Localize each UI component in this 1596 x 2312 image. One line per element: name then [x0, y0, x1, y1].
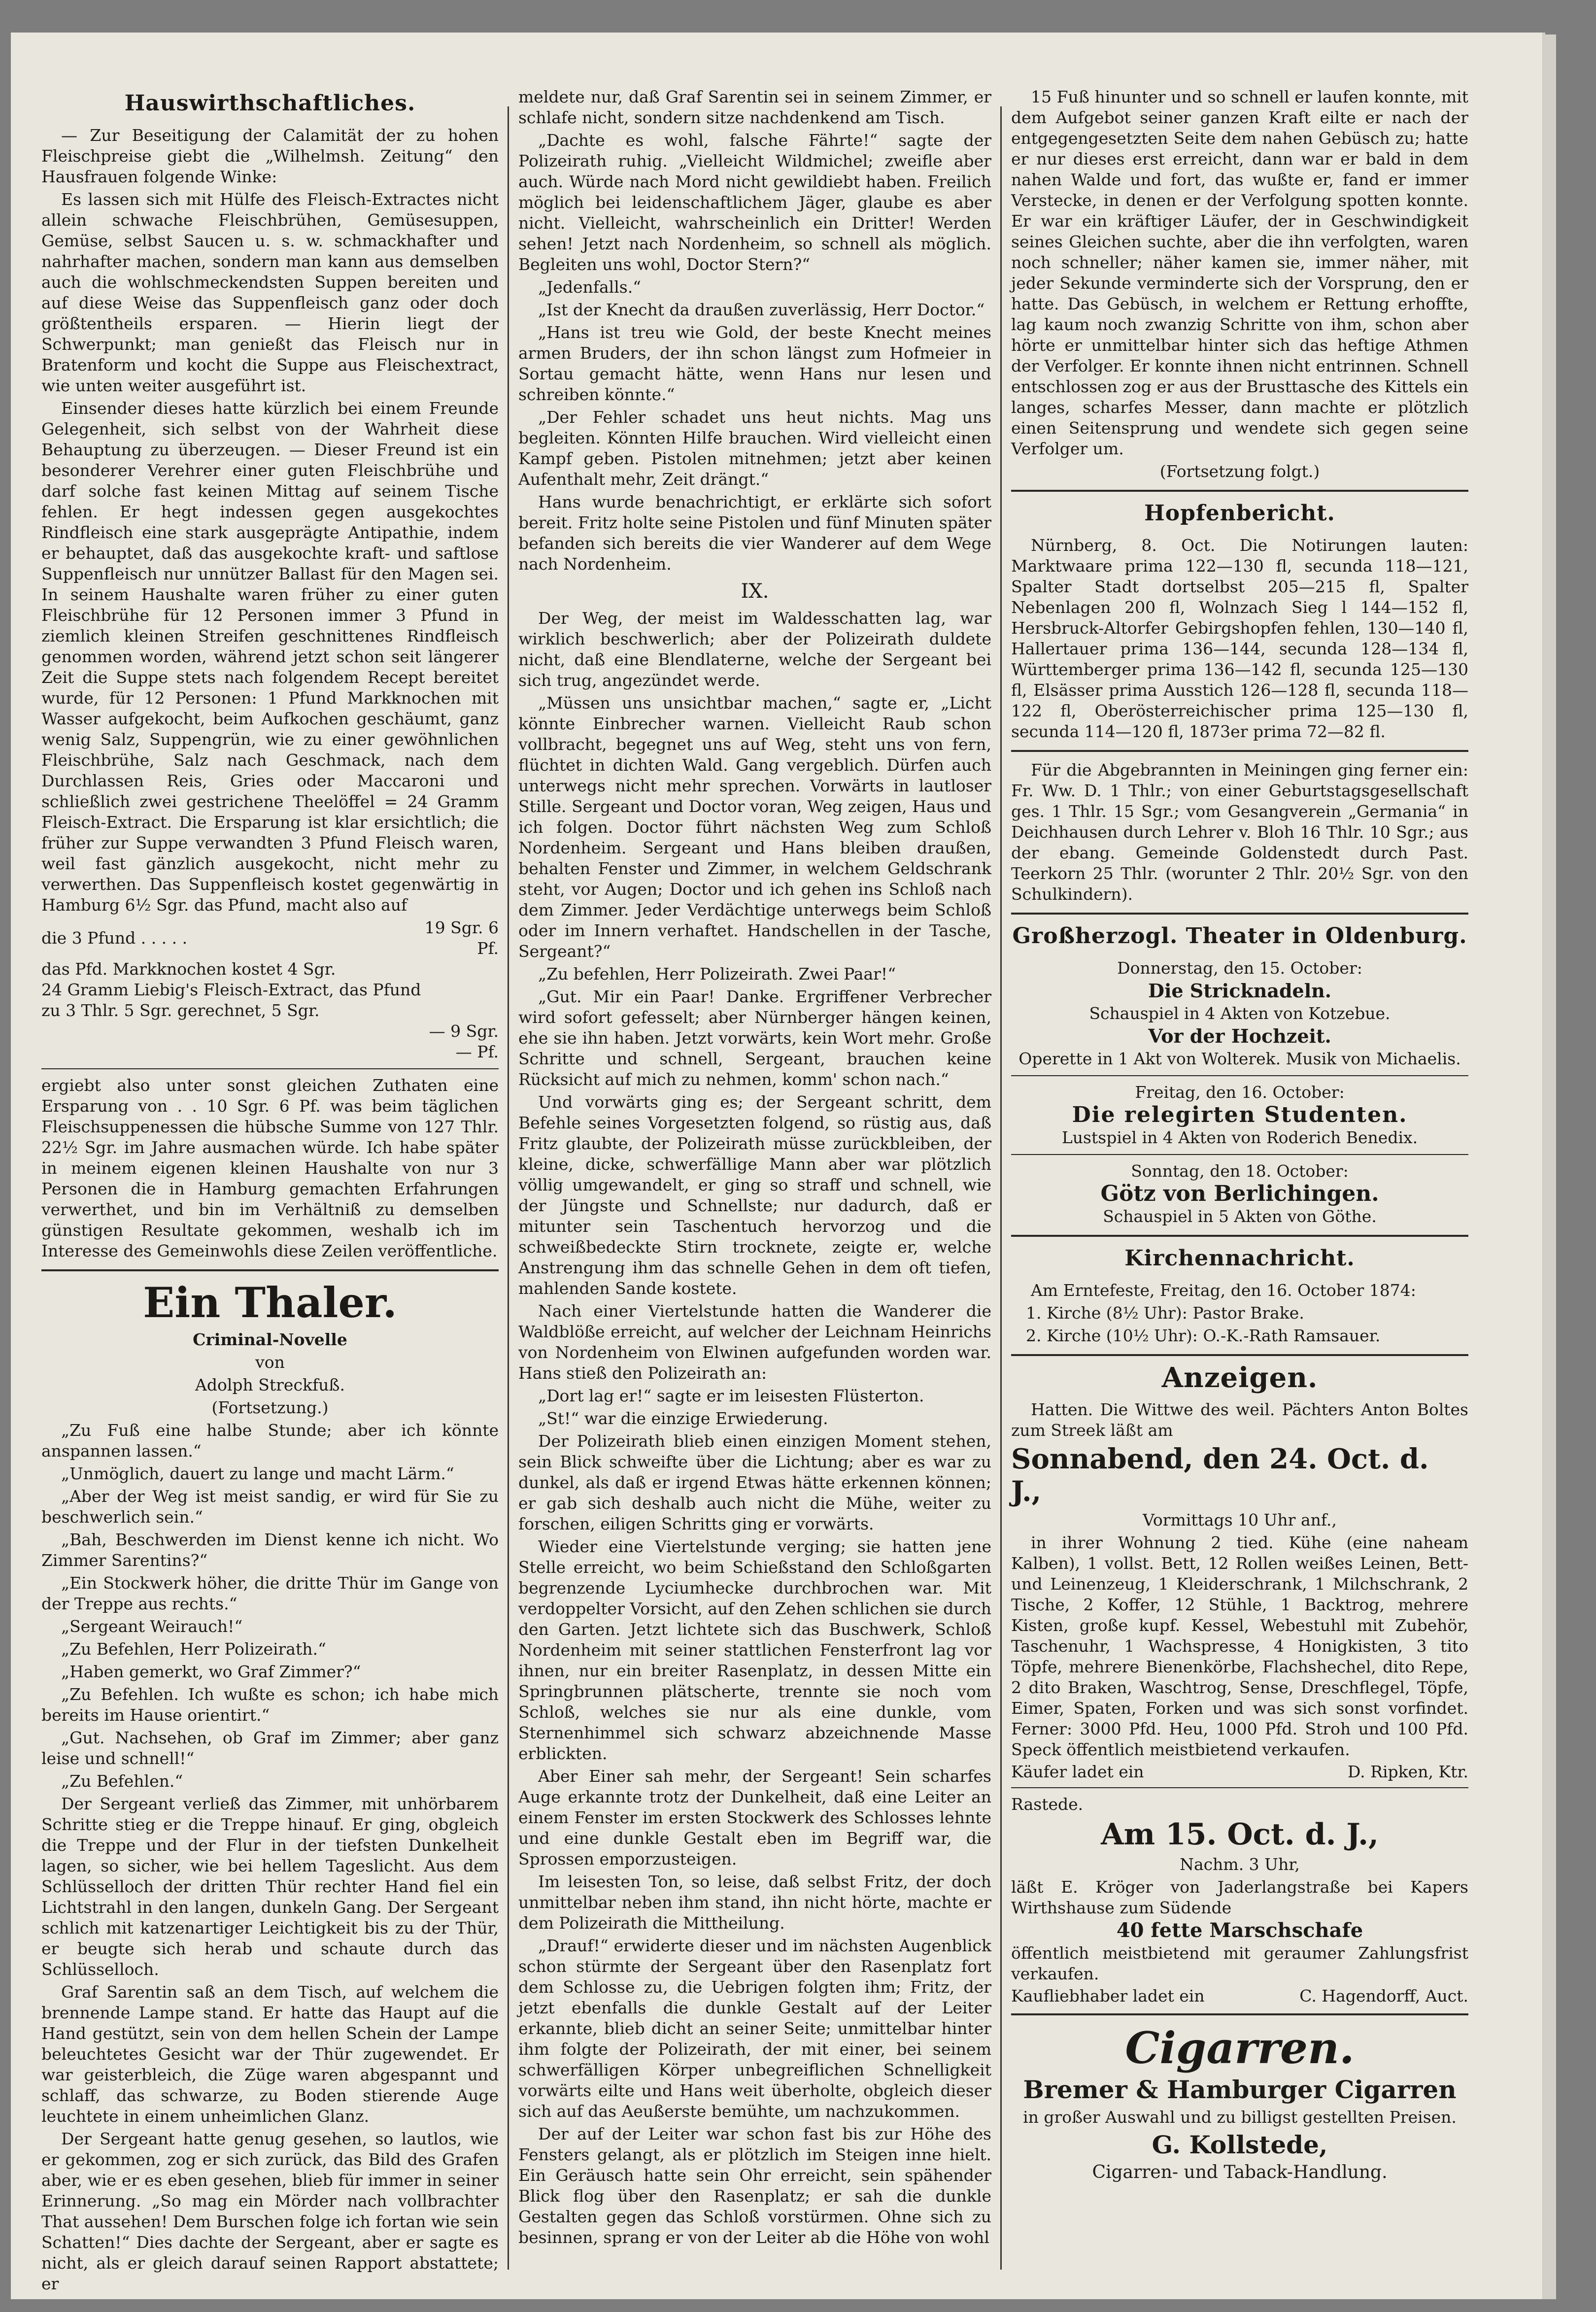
novel-paragraph: Der Weg, der meist im Waldesschatten lag, war wirklich beschwerlich; aber der Polizeirath duldete nicht, daß eine Blendlaterne, welche der Sergeant bei sich trug, angezündet werde. [518, 609, 991, 690]
church-service: 1. Kirche (8½ Uhr): Pastor Brake. [1026, 1303, 1304, 1323]
novel-paragraph: „Sergeant Weirauch!“ [61, 1617, 243, 1636]
novel-by: von [255, 1353, 285, 1372]
cigar-ad-heading: Cigarren. [1125, 2022, 1355, 2074]
theater-desc: Operette in 1 Akt von Wolterek. Musik von Michaelis. [1019, 1049, 1461, 1068]
newspaper-page [11, 33, 1542, 2299]
article-paragraph: Einsender dieses hatte kürzlich bei einem Freunde Gelegenheit, sich selbst von der Wahrheit diese Behauptung zu überzeugen. — Dieser Freund ist ein besonderer Verehrer einer guten Fleischbrühe und darf solche fast keinen Mittag auf seinem Tische fehlen. Er hegt indessen gegen ausgekochtes Rindfleisch eine stark ausgeprägte Antipathie, indem er behauptet, daß das ausgekochte kraft- und saftlose Suppenfleisch nur unnützer Ballast für den Magen sei. In seinem Haushalte waren früher zu einer guten Fleischbrühe für 12 Personen immer 3 Pfund in ziemlich kleinen Streifen geschnittenes Rindfleisch genommen worden, während jetzt schon seit längerer Zeit die Suppe stets nach folgendem Recept bereitet wurde, für 12 Personen: 1 Pfund Markknochen mit Wasser aufgekocht, beim Aufkochen geschäumt, ganz wenig Salz, Suppengrün, wie zu einer gewöhnlichen Fleischbrühe, Salz nach Geschmack, nach dem Durchlassen Reis, Gries oder Maccaroni und schließlich zwei gestrichene Theelöffel = 24 Gramm Fleisch-Extract. Die Ersparung ist klar ersichtlich; die früher zur Suppe verwandten 3 Pfund Fleisch waren, weil fast gänzlich ausgekocht, nicht mehr zu verwerthen. Das Suppenfleisch kostet gegenwärtig in Hamburg 6½ Sgr. das Pfund, macht also auf [41, 399, 499, 915]
ad-signature-left: Kaufliebhaber ladet ein [1011, 1986, 1205, 2006]
divider [1011, 490, 1468, 492]
column-rule [1000, 106, 1002, 2270]
novel-author: Adolph Streckfuß. [195, 1375, 345, 1394]
novel-paragraph: „Gut. Nachsehen, ob Graf im Zimmer; aber ganz leise und schnell!“ [41, 1728, 499, 1768]
divider [1011, 2013, 1468, 2015]
ad-signature-right: D. Ripken, Ktr. [1347, 1762, 1468, 1781]
ad-text: in ihrer Wohnung 2 tied. Kühe (eine naheam Kalben), 1 vollst. Bett, 12 Rollen weißes Leinen, Bett- und Leinenzeug, 1 Kleiderschrank, 1 Milchschrank, 2 Tische, 2 Koffer, 12 Stühle, 1 Backtrog, mehrere Kisten, große kupf. Kessel, Webestuhl mit Zubehör, Taschenuhr, 1 Wachspresse, 4 Honigkisten, 3 tito Töpfe, mehrere Bienenkörbe, Flachshechel, dito Repe, 2 dito Braken, Waschtrog, Sense, Dreschflegel, Töpfe, Eimer, Spaten, Forken und was sich sonst vorfindet. Ferner: 3000 Pfd. Heu, 1000 Pfd. Stroh und 100 Pfd. Speck öffentlich meistbietend verkaufen. [1011, 1533, 1468, 1759]
novel-paragraph: „Hans ist treu wie Gold, der beste Knecht meines armen Bruders, der ihn schon längst zum Hofmeier in Sortau gemacht hätte, wenn Hans nur lesen und schreiben könnte.“ [518, 323, 991, 404]
cigar-ad-sub: Cigarren- und Taback-Handlung. [1092, 2162, 1388, 2182]
novel-paragraph: Der auf der Leiter war schon fast bis zur Höhe des Fensters gelangt, als er plötzlich im Steigen inne hielt. Ein Geräusch hatte sein Ohr erreicht, sein spähender Blick flog über den Rasenplatz; er sah die dunkle Gestalten gegen das Schloß vorstürmen. Ohne sich zu besinnen, sprang er von der Leiter ab die Höhe von wohl [518, 2124, 991, 2247]
divider [1011, 750, 1468, 752]
divider [1011, 1075, 1468, 1076]
article-paragraph: ergiebt also unter sonst gleichen Zuthaten eine Ersparung von . . 10 Sgr. 6 Pf. was beim täglichen Fleischsuppenessen die hübsche Summe von 127 Thlr. 22½ Sgr. im Jahre ausmachen würde. Ich habe später in meinem eigenen kleinen Haushalte von nur 3 Personen die in Hamburg gemachten Erfahrungen verwerthet, und bin im Verhältniß zu demselben günstigen Resultate gekommen, weshalb ich im Interesse des Gemeinwohls diese Zeilen veröffentliche. [41, 1076, 499, 1260]
divider [41, 1269, 499, 1271]
cost-value [424, 959, 499, 980]
novel-subtitle: Criminal-Novelle [193, 1330, 347, 1349]
novel-paragraph: Hans wurde benachrichtigt, er erklärte sich sofort bereit. Fritz holte seine Pistolen und fünf Minuten später befanden sich bereits die vier Wanderer auf dem Wege nach Nordenheim. [518, 492, 991, 574]
ad-intro: Hatten. Die Wittwe des weil. Pächters Anton Boltes zum Streek läßt am [1011, 1400, 1468, 1440]
column-right [1011, 87, 1468, 2279]
cigar-ad-line: Bremer & Hamburger Cigarren [1023, 2075, 1457, 2104]
novel-paragraph: „Haben gemerkt, wo Graf Zimmer?“ [61, 1662, 361, 1681]
cost-table [41, 918, 499, 1062]
section-heading-ads: Anzeigen. [1161, 1361, 1318, 1394]
column-middle [518, 87, 991, 2279]
novel-paragraph: „Müssen uns unsichtbar machen,“ sagte er, „Licht könnte Einbrecher warnen. Vielleicht Raub schon vollbracht, begegnet uns auf Weg, steht uns von fern, flüchtet in dichten Wald. Gang vergeblich. Dürfen auch unterwegs nicht mehr sprechen. Vorwärts in lautloser Stille. Sergeant und Doctor voran, Weg zeigen, Haus und ich folgen. Doctor führt nächsten Weg zum Schloß Nordenheim. Sergeant und Hans bleiben draußen, behalten Fenster und Zimmer, in welchem Geldschrank steht, vor Augen; Doctor und ich gehen ins Schloß nach dem Zimmer. Jeder Verdächtige unterwegs beim Schloß oder im Innern verhaftet. Handschellen in der Tasche, Sergeant?“ [518, 693, 991, 961]
novel-paragraph: Der Sergeant hatte genug gesehen, so lautlos, wie er gekommen, zog er sich zurück, das Bild des Grafen aber, wie er es eben gesehen, blieb für immer in seiner Erinnerung. „So mag ein Mörder nach vollbrachter That aussehen! Dem Burschen folge ich fortan wie sein Schatten!“ Dies dachte der Sergeant, aber er sagte es nicht, als er gleich darauf seinen Rapport abstattete; er [41, 2129, 499, 2293]
church-intro: Am Erntefeste, Freitag, den 16. October 1874: [1031, 1281, 1416, 1300]
cost-value: — 9 Sgr. — Pf. [429, 1021, 499, 1061]
novel-paragraph: Und vorwärts ging es; der Sergeant schritt, dem Befehle seines Vorgesetzten folgend, so rüstig aus, daß Fritz glaubte, der Polizeirath müsse zurückbleiben, der kleine, dicke, schwerfällige Mann aber war plötzlich völlig umgewandelt, er ging so straff und schnell, wie der Jüngste und Schnellste; nur dadurch, daß er mitunter sein Taschentuch hervorzog und die schweißbedeckte Stirn trocknete, zeigte er, welche Anstrengung ihm das schnelle Gehen in dem oft tiefen, mahlenden Sande kostete. [518, 1092, 991, 1298]
novel-paragraph: „Unmöglich, dauert zu lange und macht Lärm.“ [61, 1464, 454, 1483]
column-left [41, 87, 499, 2293]
section-heading-theater: Großherzogl. Theater in Oldenburg. [1012, 923, 1467, 949]
ad-text: öffentlich meistbietend mit geraumer Zahlungsfrist verkaufen. [1011, 1943, 1468, 1983]
cost-label: 24 Gramm Liebig's Fleisch-Extract, das Pfund zu 3 Thlr. 5 Sgr. gerechnet, 5 Sgr. [41, 980, 421, 1020]
theater-date: Sonntag, den 18. October: [1131, 1161, 1349, 1181]
chapter-number: IX. [741, 580, 769, 603]
cost-value: 19 Sgr. 6 Pf. [424, 918, 499, 958]
novel-paragraph: meldete nur, daß Graf Sarentin sei in seinem Zimmer, er schlafe nicht, sondern sitze nachdenkend am Tisch. [518, 87, 991, 127]
novel-paragraph: Nach einer Viertelstunde hatten die Wanderer die Waldblöße erreicht, auf welcher der Leichnam Heinrichs von Nordenheim von Elwinen aufgefunden worden war. Hans stieß den Polizeirath an: [518, 1301, 991, 1383]
cost-row [41, 1021, 499, 1062]
ad-date: Sonnabend, den 24. Oct. d. J., [1011, 1443, 1429, 1508]
novel-paragraph: „Ist der Knecht da draußen zuverlässig, Herr Doctor.“ [538, 300, 985, 319]
theater-title: Vor der Hochzeit. [1148, 1025, 1331, 1047]
cost-row [41, 980, 499, 1021]
divider [1011, 1787, 1468, 1788]
divider [1011, 1354, 1468, 1356]
theater-title: Die Stricknadeln. [1148, 980, 1331, 1002]
donation-notice: Für die Abgebrannten in Meiningen ging ferner ein: Fr. Ww. D. 1 Thlr.; von einer Geburtstagsgesellschaft ges. 1 Thlr. 15 Sgr.; vom Gesangverein „Germania“ in Deichhausen durch Lehrer v. Bloh 16 Thlr. 10 Sgr.; aus der ebang. Gemeinde Goldenstedt durch Past. Teerkorn 25 Thlr. (worunter 2 Thlr. 20½ Sgr. von den Schulkindern). [1011, 760, 1468, 904]
novel-paragraph: Graf Sarentin saß an dem Tisch, auf welchem die brennende Lampe stand. Er hatte das Haupt auf die Hand gestützt, sein von dem hellen Schein der Lampe beleuchtetes Gesicht war der Thür zugewendet. Er war geisterbleich, die Züge waren abgespannt und schlaff, das schwarze, zu Boden stierende Auge leuchtete in einem unheimlichen Glanz. [41, 1982, 499, 2126]
novel-paragraph: „Dachte es wohl, falsche Fährte!“ sagte der Polizeirath ruhig. „Vielleicht Wildmichel; zweifle aber auch. Würde nach Mord nicht gewildiebt haben. Freilich möglich bei leidenschaftlichem Jäger, glaube es aber nicht. Vielleicht, wahrscheinlich ein Dritter! Werden sehen! Jetzt nach Nordenheim, so schnell als möglich. Begleiten uns wohl, Doctor Stern?“ [518, 131, 991, 274]
church-service: 2. Kirche (10½ Uhr): O.-K.-Rath Ramsauer. [1026, 1326, 1381, 1345]
divider [41, 1068, 499, 1069]
section-heading-hops: Hopfenbericht. [1144, 501, 1335, 526]
novel-paragraph: Aber Einer sah mehr, der Sergeant! Sein scharfes Auge erkannte trotz der Dunkelheit, daß eine Leiter an einem Fenster im ersten Stockwerk des Schlosses lehnte und eine dunkle Gestalt eben im Begriff war, die Sprossen emporzusteigen. [518, 1767, 991, 1869]
divider [1011, 1154, 1468, 1155]
section-heading-household: Hauswirthschaftliches. [124, 91, 416, 116]
cost-label: die 3 Pfund . . . . . [41, 928, 188, 948]
theater-title: Götz von Berlichingen. [1100, 1181, 1379, 1206]
theater-date: Freitag, den 16. October: [1135, 1083, 1345, 1102]
novel-paragraph: „Drauf!“ erwiderte dieser und im nächsten Augenblick schon stürmte der Sergeant über den Rasenplatz fort dem Schlosse zu, die Uebrigen folgten ihm; Fritz, der jetzt ebenfalls die dunkle Gestalt auf der Leiter erkannte, blieb dicht an seiner Seite; unmittelbar hinter ihm folgte der Polizeirath, der mit einer, bei seinem schwerfälligen Körper unbegreiflichen Schnelligkeit vorwärts eilte und Hans weit überholte, obgleich dieser sich auf das Aeußerste bemühte, um nachzukommen. [518, 1936, 991, 2121]
divider [1011, 1235, 1468, 1237]
cost-value [424, 980, 499, 1021]
novel-paragraph: „Bah, Beschwerden im Dienst kenne ich nicht. Wo Zimmer Sarentins?“ [41, 1530, 499, 1570]
article-paragraph: — Zur Beseitigung der Calamität der zu hohen Fleischpreise giebt die „Wilhelmsh. Zeitung“ den Hausfrauen folgende Winke: [41, 126, 499, 186]
cost-label [41, 1021, 424, 1062]
novel-paragraph: „Jedenfalls.“ [538, 277, 642, 297]
ad-signature-left: Käufer ladet ein [1011, 1762, 1144, 1781]
novel-paragraph: Der Sergeant verließ das Zimmer, mit unhörbarem Schritte stieg er die Treppe hinauf. Er ging, obgleich die Treppe und der Flur in der tiefsten Dunkelheit lagen, so sicher, wie bei hellem Tageslicht. Aus dem Schlüsselloch der dritten Thür rechter Hand fiel ein Lichtstrahl in den langen, dunkeln Gang. Der Sergeant schlich mit katzenartiger Leichtigkeit bis zu der Thür, er beugte sich herab und schaute durch das Schlüsselloch. [41, 1794, 499, 1979]
novel-paragraph: „Aber der Weg ist meist sandig, er wird für Sie zu beschwerlich sein.“ [41, 1487, 499, 1527]
novel-paragraph: „Zu Fuß eine halbe Stunde; aber ich könnte anspannen lassen.“ [41, 1421, 499, 1461]
novel-paragraph: Wieder eine Viertelstunde verging; sie hatten jene Stelle erreicht, wo beim Schießstand den Schloßgarten begrenzende Lyciumhecke durchbrochen war. Mit verdoppelter Vorsicht, auf den Zehen schlichen sie durch den Garten. Jetzt lichtete sich das Buschwerk, Schloß Nordenheim mit seiner stattlichen Fensterfront lag vor ihnen, nur ein breiter Rasenplatz, in dessen Mitte ein Springbrunnen plätscherte, trennte sie noch vom Schloß, welches sie nur als eine dunkle, vom Sternenhimmel sich schwarz abzeichnende Masse erblickten. [518, 1537, 991, 1763]
ad-signature-right: C. Hagendorff, Auct. [1299, 1986, 1468, 2006]
hops-report: Nürnberg, 8. Oct. Die Notirungen lauten: Marktwaare prima 122—130 fl, secunda 118—121, Spalter Stadt dortselbst 205—215 fl, Spalter Nebenlagen 200 fl, Wolnzach Sieg l 144—152 fl, Hersbruck-Altorfer Gebirgshopfen fehlen, 130—140 fl, Hallertauer prima 136—144, secunda 128—134 fl, Württemberger prima 136—142 fl, secunda 125—130 fl, Elsässer prima Ausstich 126—128 fl, secunda 118—122 fl, Oberösterreichischer prima 125—130 fl, secunda 114—120 fl, 1873er prima 72—82 fl. [1011, 536, 1468, 741]
novel-title: Ein Thaler. [143, 1278, 397, 1327]
cost-label: das Pfd. Markknochen kostet 4 Sgr. [41, 959, 336, 979]
article-paragraph: Es lassen sich mit Hülfe des Fleisch-Extractes nicht allein schwache Fleischbrühen, Gemüsesuppen, Gemüse, selbst Saucen u. s. w. schmackhafter und nahrhafter machen, sondern man kann aus demselben auch die wohlschmeckendsten Suppen bereiten und auf diese Weise das Suppenfleisch ganz oder doch größtentheils ersparen. — Hierin liegt der Schwerpunkt; man genießt das Fleisch nur in Bratenform und kocht die Suppe aus Fleischextract, wie unten weiter ausgeführt ist. [41, 190, 499, 395]
section-heading-church: Kirchennachricht. [1124, 1246, 1355, 1271]
theater-desc: Schauspiel in 4 Akten von Kotzebue. [1089, 1004, 1391, 1023]
novel-paragraph: Der Polizeirath blieb einen einzigen Moment stehen, sein Blick schweifte über die Lichtung; aber es war zu dunkel, als daß er irgend Etwas hätte erkennen können; er gab sich deshalb auch nicht die Mühe, weiter zu forschen, eiligen Schritts ging er vorwärts. [518, 1431, 991, 1533]
column-rule [508, 106, 509, 2270]
novel-continued-note: (Fortsetzung folgt.) [1159, 462, 1320, 481]
ad-signature [1011, 1762, 1468, 1781]
novel-paragraph: „St!“ war die einzige Erwiederung. [538, 1409, 828, 1428]
novel-paragraph: „Zu Befehlen. Ich wußte es schon; ich habe mich bereits im Hause orientirt.“ [41, 1685, 499, 1725]
theater-desc: Schauspiel in 5 Akten von Göthe. [1103, 1207, 1377, 1226]
theater-title: Die relegirten Studenten. [1072, 1102, 1408, 1127]
novel-paragraph: „Zu befehlen, Herr Polizeirath. Zwei Paar!“ [538, 964, 896, 984]
novel-continued: (Fortsetzung.) [211, 1398, 329, 1417]
ad-place: Rastede. [1011, 1795, 1084, 1814]
ad-date: Am 15. Oct. d. J., [1101, 1817, 1379, 1852]
cigar-ad-name: G. Kollstede, [1152, 2130, 1328, 2159]
ad-time: Nachm. 3 Uhr, [1180, 1855, 1300, 1874]
novel-paragraph: „Zu Befehlen.“ [61, 1771, 183, 1791]
novel-paragraph: „Zu Befehlen, Herr Polizeirath.“ [61, 1639, 326, 1659]
ad-text: läßt E. Kröger von Jaderlangstraße bei Kapers Wirthshause zum Südende [1011, 1877, 1468, 1917]
ad-item: 40 fette Marschschafe [1116, 1919, 1363, 1942]
novel-paragraph: „Der Fehler schadet uns heut nichts. Mag uns begleiten. Könnten Hilfe brauchen. Wird vielleicht einen Kampf geben. Pistolen mitnehmen; jetzt aber keinen Aufenthalt mehr, Zeit drängt.“ [518, 408, 991, 489]
cost-row [41, 959, 499, 980]
novel-paragraph: „Ein Stockwerk höher, die dritte Thür im Gange von der Treppe aus rechts.“ [41, 1573, 499, 1613]
theater-desc: Lustspiel in 4 Akten von Roderich Benedix. [1061, 1128, 1418, 1147]
novel-paragraph: „Dort lag er!“ sagte er im leisesten Flüsterton. [538, 1386, 924, 1405]
theater-date: Donnerstag, den 15. October: [1117, 958, 1362, 978]
divider [1011, 913, 1468, 915]
novel-paragraph: 15 Fuß hinunter und so schnell er laufen konnte, mit dem Aufgebot seiner ganzen Kraft eilte er nach der entgegengesetzten Seite dem nahen Gebüsch zu; hatte er nur dieses erst erreicht, dann war er bald in dem nahen Walde und fort, das wußte er, fand er immer Verstecke, in denen er der Verfolgung spotten konnte. Er war ein kräftiger Läufer, der in Geschwindigkeit seines Gleichen suchte, aber die ihn verfolgten, waren noch schneller; näher kamen sie, immer näher, mit jeder Sekunde verminderte sich der Vorsprung, den er hatte. Das Gebüsch, in welchem er Rettung erhoffte, lag kaum noch zwanzig Schritte von ihm, schon aber hörte er unmittelbar hinter sich das heftige Athmen der Verfolger. Er konnte ihnen nicht entrinnen. Schnell entschlossen zog er aus der Brusttasche des Kittels ein langes, scharfes Messer, dann machte er plötzlich einen Seitensprung und wendete sich gegen seine Verfolger um. [1011, 87, 1468, 458]
cost-row [41, 918, 499, 959]
novel-paragraph: Im leisesten Ton, so leise, daß selbst Fritz, der doch unmittelbar neben ihm stand, ihn nicht hörte, machte er dem Polizeirath die Mittheilung. [518, 1872, 991, 1933]
ad-signature [1011, 1986, 1468, 2006]
ad-time: Vormittags 10 Uhr anf., [1143, 1510, 1337, 1530]
page-edge [1543, 34, 1556, 2299]
cigar-ad-text: in großer Auswahl und zu billigst gestellten Preisen. [1023, 2108, 1457, 2127]
novel-paragraph: „Gut. Mir ein Paar! Danke. Ergriffener Verbrecher wird sofort gefesselt; aber Nürnberger hängen keinen, ehe sie ihn haben. Jetzt vorwärts, kein Wort mehr. Große Schritte und schnell, Sergeant, brauchen keine Rücksicht auf mich zu nehmen, komm' schon nach.“ [518, 987, 991, 1089]
